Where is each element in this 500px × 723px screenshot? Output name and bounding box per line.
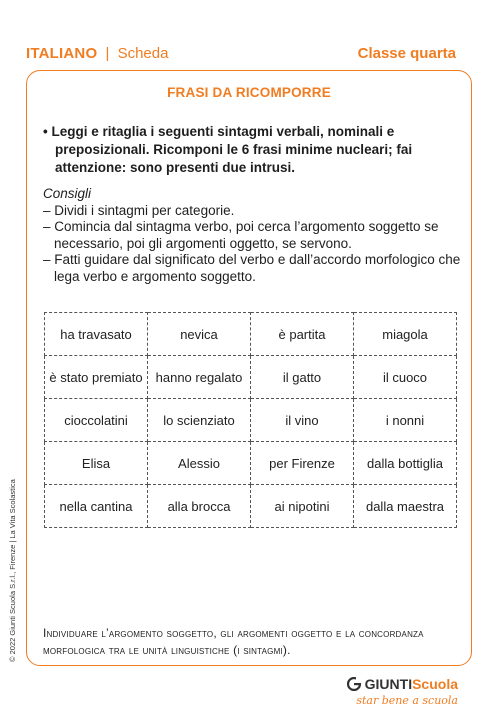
phrase-card: lo scienziato	[148, 399, 251, 442]
grid-row	[45, 313, 457, 356]
logo-brand: GIUNTI	[364, 676, 413, 692]
phrase-card: alla brocca	[148, 485, 251, 528]
learning-objective-note: Individuare l’argomento soggetto, gli argomenti oggetto e la concordanza morfologica tra le unità linguistiche (i sintagmi).	[43, 626, 424, 657]
header-separator: |	[105, 44, 110, 62]
publisher-logo	[298, 676, 458, 710]
phrase-card: nella cantina	[45, 485, 148, 528]
phrase-grid	[44, 312, 457, 528]
phrase-card: i nonni	[354, 399, 457, 442]
phrase-card: dalla maestra	[354, 485, 457, 528]
phrase-card: cioccolatini	[45, 399, 148, 442]
tip-item: – Fatti guidare dal significato del verbo e dall’accordo morfologico che lega verbo e argomento soggetto.	[43, 252, 461, 284]
phrase-card: il vino	[251, 399, 354, 442]
grid-row	[45, 356, 457, 399]
exercise-card	[26, 70, 472, 666]
phrase-card: Elisa	[45, 442, 148, 485]
exercise-title: FRASI DA RICOMPORRE	[167, 85, 331, 100]
grid-row	[45, 485, 457, 528]
phrase-card: il gatto	[251, 356, 354, 399]
subject-label: ITALIANO	[26, 44, 98, 62]
logo-wordmark	[298, 676, 458, 692]
grade-label: Classe quarta	[357, 44, 456, 62]
tips-section	[43, 186, 461, 285]
phrase-card: il cuoco	[354, 356, 457, 399]
phrase-card: è stato premiato	[45, 356, 148, 399]
logo-brand-scuola: Scuola	[412, 676, 458, 692]
tips-title: Consigli	[43, 186, 92, 201]
grid-row	[45, 442, 457, 485]
phrase-card: miagola	[354, 313, 457, 356]
phrase-card: nevica	[148, 313, 251, 356]
giunti-logo-icon	[347, 677, 361, 691]
phrase-card: ha travasato	[45, 313, 148, 356]
tip-item: – Comincia dal sintagma verbo, poi cerca l’argomento soggetto se necessario, poi gli argomenti oggetto, se servono.	[43, 219, 439, 251]
grid-row	[45, 399, 457, 442]
header-left	[26, 45, 168, 62]
tip-item: – Dividi i sintagmi per categorie.	[43, 202, 235, 218]
phrase-card: ai nipotini	[251, 485, 354, 528]
phrase-card: dalla bottiglia	[354, 442, 457, 485]
phrase-card: hanno regalato	[148, 356, 251, 399]
logo-tagline: star bene a scuola	[356, 694, 458, 707]
worksheet-label: Scheda	[117, 44, 169, 62]
phrase-card: per Firenze	[251, 442, 354, 485]
phrase-card: Alessio	[148, 442, 251, 485]
instruction-text: • Leggi e ritaglia i seguenti sintagmi verbali, nominali e preposizionali. Ricomponi le 6 frasi minime nucleari; fai attenzione: sono presenti due intrusi.	[43, 124, 413, 175]
page-header	[26, 42, 456, 64]
copyright-text: © 2022 Giunti Scuola S.r.l., Firenze | La Vita Scolastica	[8, 479, 17, 662]
phrase-card: è partita	[251, 313, 354, 356]
